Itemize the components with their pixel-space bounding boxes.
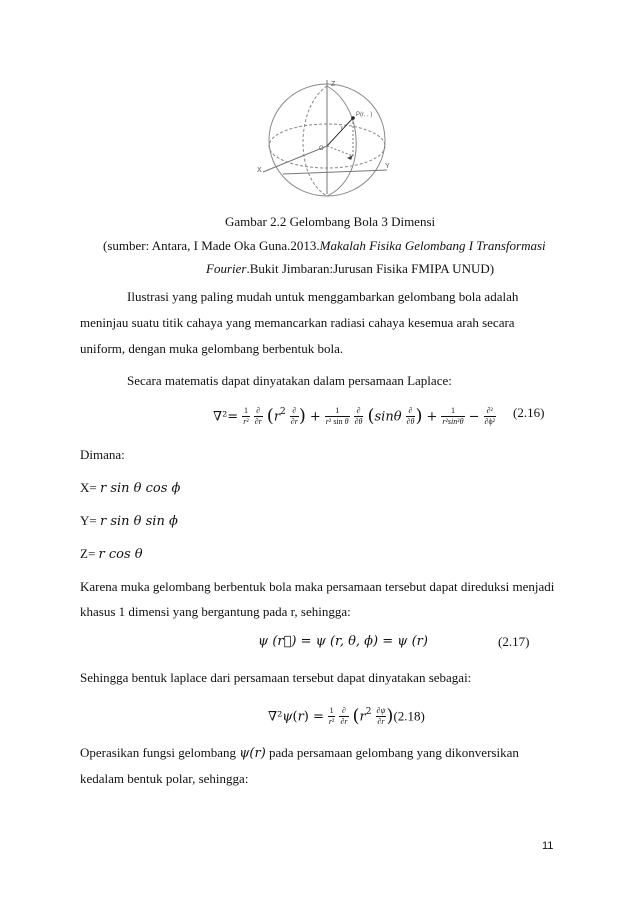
coord-z-rhs: r cos θ — [98, 547, 143, 562]
para5-text-before: Operasikan fungsi gelombang — [80, 745, 240, 760]
source-plain-2: .Bukit Jimbaran:Jurusan Fisika FMIPA UNUD) — [246, 261, 495, 276]
source-italic-2: Fourier — [206, 261, 247, 276]
equation-2-18-number: (2.18) — [393, 708, 425, 724]
radius-line — [327, 118, 353, 146]
para5-line2: kedalam bentuk polar, sehingga: — [80, 771, 249, 786]
para5-text-after: pada persamaan gelombang yang dikonversikan — [265, 745, 519, 760]
equation-2-16-number: (2.16) — [513, 405, 545, 420]
label-origin: O — [319, 146, 324, 152]
sphere-figure — [255, 78, 395, 198]
figure-source-line2 — [206, 261, 494, 277]
para3-line1: Karena muka gelombang berbentuk bola maka persamaan tersebut dapat direduksi menjadi — [80, 579, 555, 594]
label-point: P(r, , ) — [356, 112, 373, 118]
arrow-marker — [347, 155, 353, 160]
equation-2-17: ψ (r⃗) = ψ (r, θ, ϕ) = ψ (r) — [258, 634, 428, 649]
coord-y-rhs: r sin θ sin ϕ — [99, 514, 178, 529]
y-axis — [283, 170, 387, 174]
label-r: r — [341, 126, 343, 132]
source-plain-1: (sumber: Antara, I Made Oka Guna.2013. — [103, 238, 320, 253]
coord-x-lhs: X= — [80, 480, 100, 495]
equation-2-18: ∇²ψ(r) = $\frac{1}{\text{r²}}$ $\frac{\partial}{\partial r}$ ($r^2$ $\frac{\partial\psi}{\partial r}$ )(2.18) — [268, 705, 425, 727]
label-x: X — [257, 167, 262, 174]
page-number: 11 — [542, 840, 554, 852]
coord-z — [80, 546, 143, 562]
equation-2-16: ∇²= $\frac{1}{\text{r²}}$ $\frac{\partial}{\partial r}$ ($r^2$ $\frac{\partial}{\partial r}$ ) + $\frac{1}{\text{r² sin θ}}$ $\frac{\partial}{\partial\theta}$ (sinθ $\frac{\partial}{\partial\theta}$ ) + $\frac{1}{\text{r²sin²θ}}$ − $\frac{\text{∂²}}{\text{∂ϕ²}}$ — [213, 405, 496, 427]
para4: Sehingga bentuk laplace dari persamaan tersebut dapat dinyatakan sebagai: — [80, 670, 472, 685]
para5-math: ψ(r) — [239, 746, 266, 761]
coord-y — [80, 513, 178, 529]
point-p — [351, 116, 355, 120]
para1-line1: Ilustrasi yang paling mudah untuk menggambarkan gelombang bola adalah — [127, 289, 519, 304]
para1-line2: meninjau suatu titik cahaya yang memancarkan radiasi cahaya kesemua arah secara — [80, 315, 515, 330]
para5-line1 — [80, 745, 519, 761]
para3-line2: khasus 1 dimensi yang bergantung pada r, sehingga: — [80, 604, 351, 619]
para2: Secara matematis dapat dinyatakan dalam persamaan Laplace: — [127, 373, 452, 388]
equation-2-17-number: (2.17) — [498, 634, 530, 649]
coord-x-rhs: r sin θ cos ϕ — [99, 481, 181, 496]
sphere-meridian — [303, 86, 327, 196]
coord-y-lhs: Y= — [80, 513, 100, 528]
figure-source-line1 — [103, 238, 546, 254]
coord-z-lhs: Z= — [80, 546, 99, 561]
figure-caption: Gambar 2.2 Gelombang Bola 3 Dimensi — [225, 214, 436, 229]
label-z: Z — [331, 81, 336, 88]
projection-line-2 — [327, 146, 353, 156]
dimana-label: Dimana: — [80, 447, 125, 462]
source-italic-1: Makalah Fisika Gelombang I Transformasi — [319, 238, 546, 253]
coord-x — [80, 480, 180, 496]
para1-line3: uniform, dengan muka gelombang berbentuk bola. — [80, 341, 344, 356]
label-y: Y — [385, 163, 390, 170]
